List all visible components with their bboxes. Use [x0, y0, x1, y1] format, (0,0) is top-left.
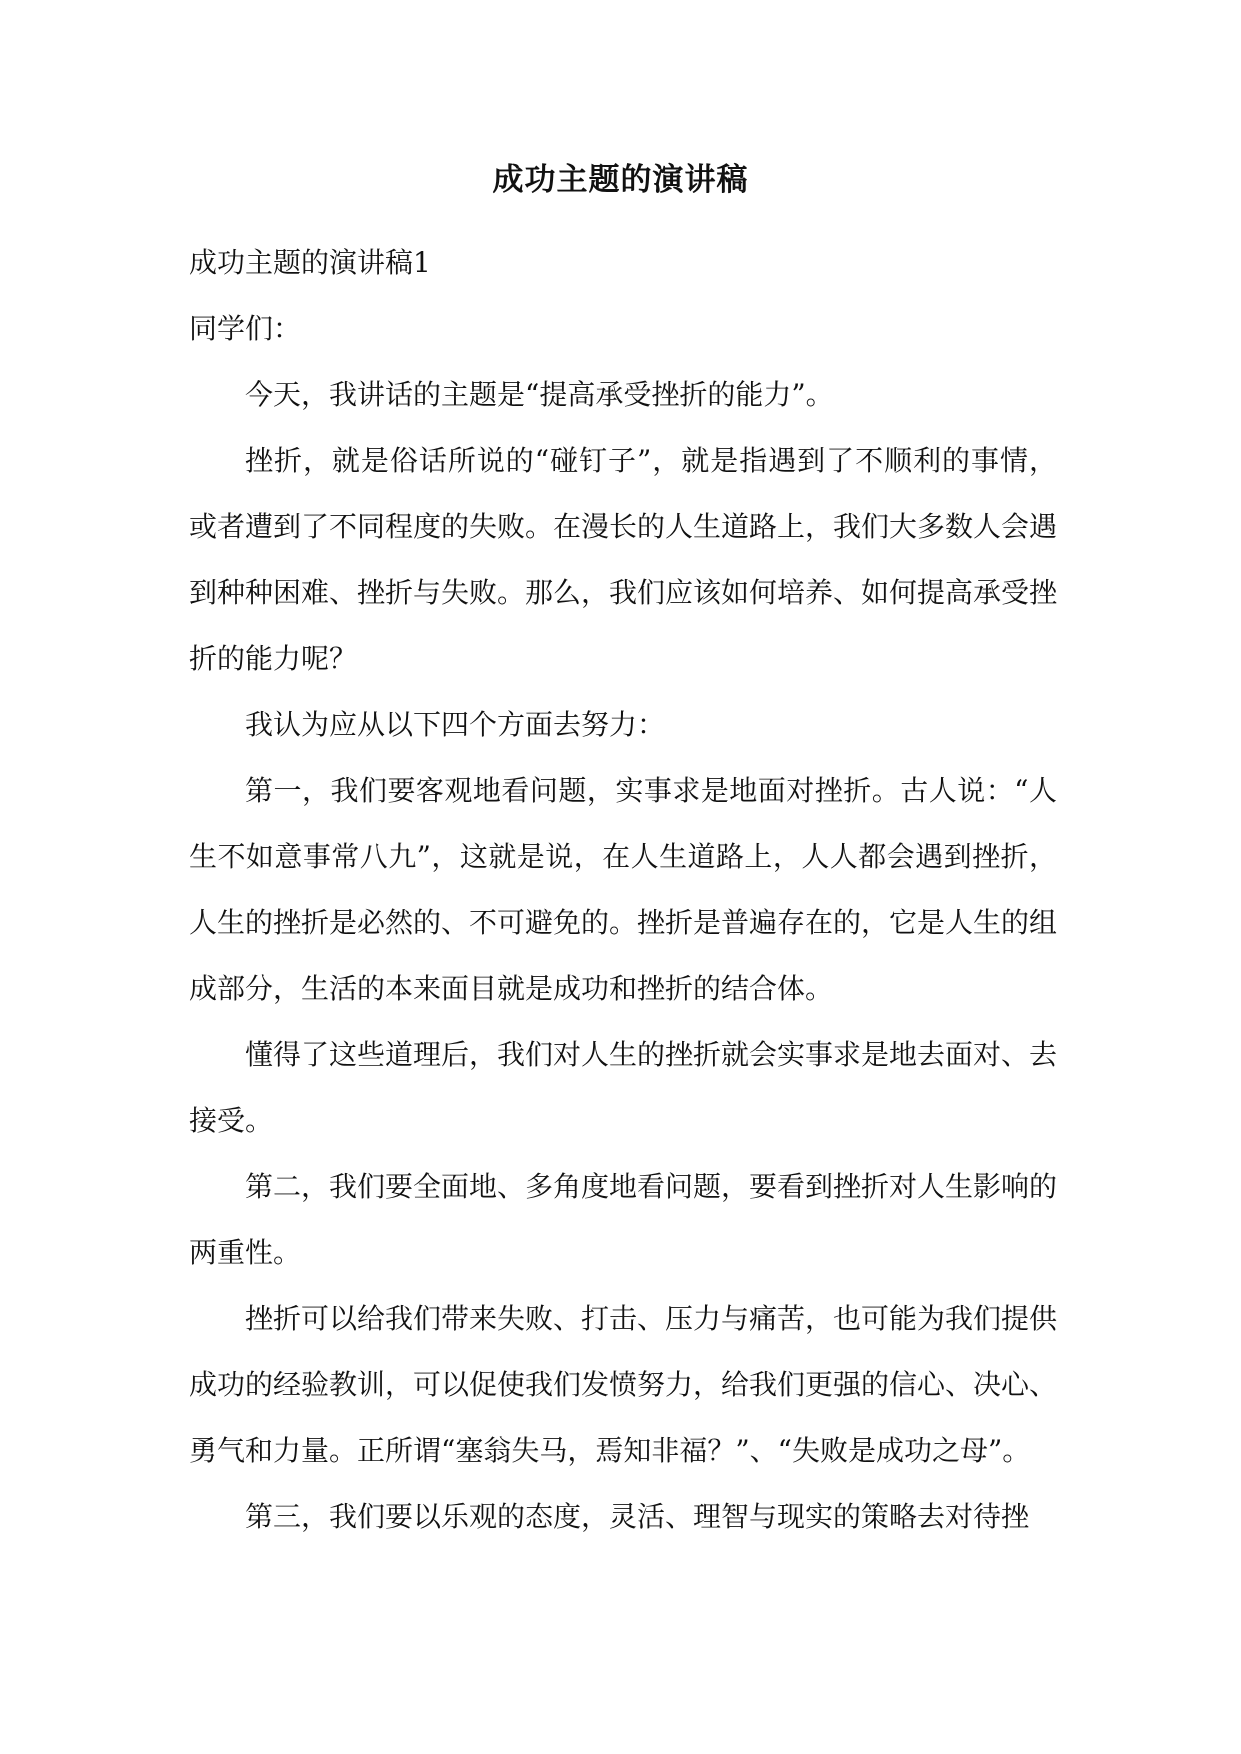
document-body	[189, 230, 1057, 1550]
paragraph: 挫折，就是俗话所说的“碰钉子”，就是指遇到了不顺利的事情，或者遭到了不同程度的失败。在漫长的人生道路上，我们大多数人会遇到种种困难、挫折与失败。那么，我们应该如何培养、如何提高承受挫折的能力呢？	[189, 444, 1058, 675]
paragraph: 挫折可以给我们带来失败、打击、压力与痛苦，也可能为我们提供成功的经验教训，可以促使我们发愤努力，给我们更强的信心、决心、勇气和力量。正所谓“塞翁失马，焉知非福？”、“失败是成功之母”。	[189, 1302, 1058, 1467]
document-title: 成功主题的演讲稿	[492, 162, 749, 198]
paragraph: 第三，我们要以乐观的态度，灵活、理智与现实的策略去对待挫	[245, 1500, 1030, 1533]
paragraph: 我认为应从以下四个方面去努力：	[245, 708, 666, 741]
paragraph: 懂得了这些道理后，我们对人生的挫折就会实事求是地去面对、去接受。	[189, 1038, 1058, 1137]
salutation: 同学们：	[189, 312, 302, 345]
paragraph: 今天，我讲话的主题是“提高承受挫折的能力”。	[245, 378, 834, 411]
paragraph: 第二，我们要全面地、多角度地看问题，要看到挫折对人生影响的两重性。	[189, 1170, 1058, 1269]
paragraph: 第一，我们要客观地看问题，实事求是地面对挫折。古人说：“人生不如意事常八九”，这就是说，在人生道路上，人人都会遇到挫折，人生的挫折是必然的、不可避免的。挫折是普遍存在的，它是人生的组成部分，生活的本来面目就是成功和挫折的结合体。	[189, 774, 1058, 1005]
subtitle-line: 成功主题的演讲稿1	[189, 246, 431, 279]
